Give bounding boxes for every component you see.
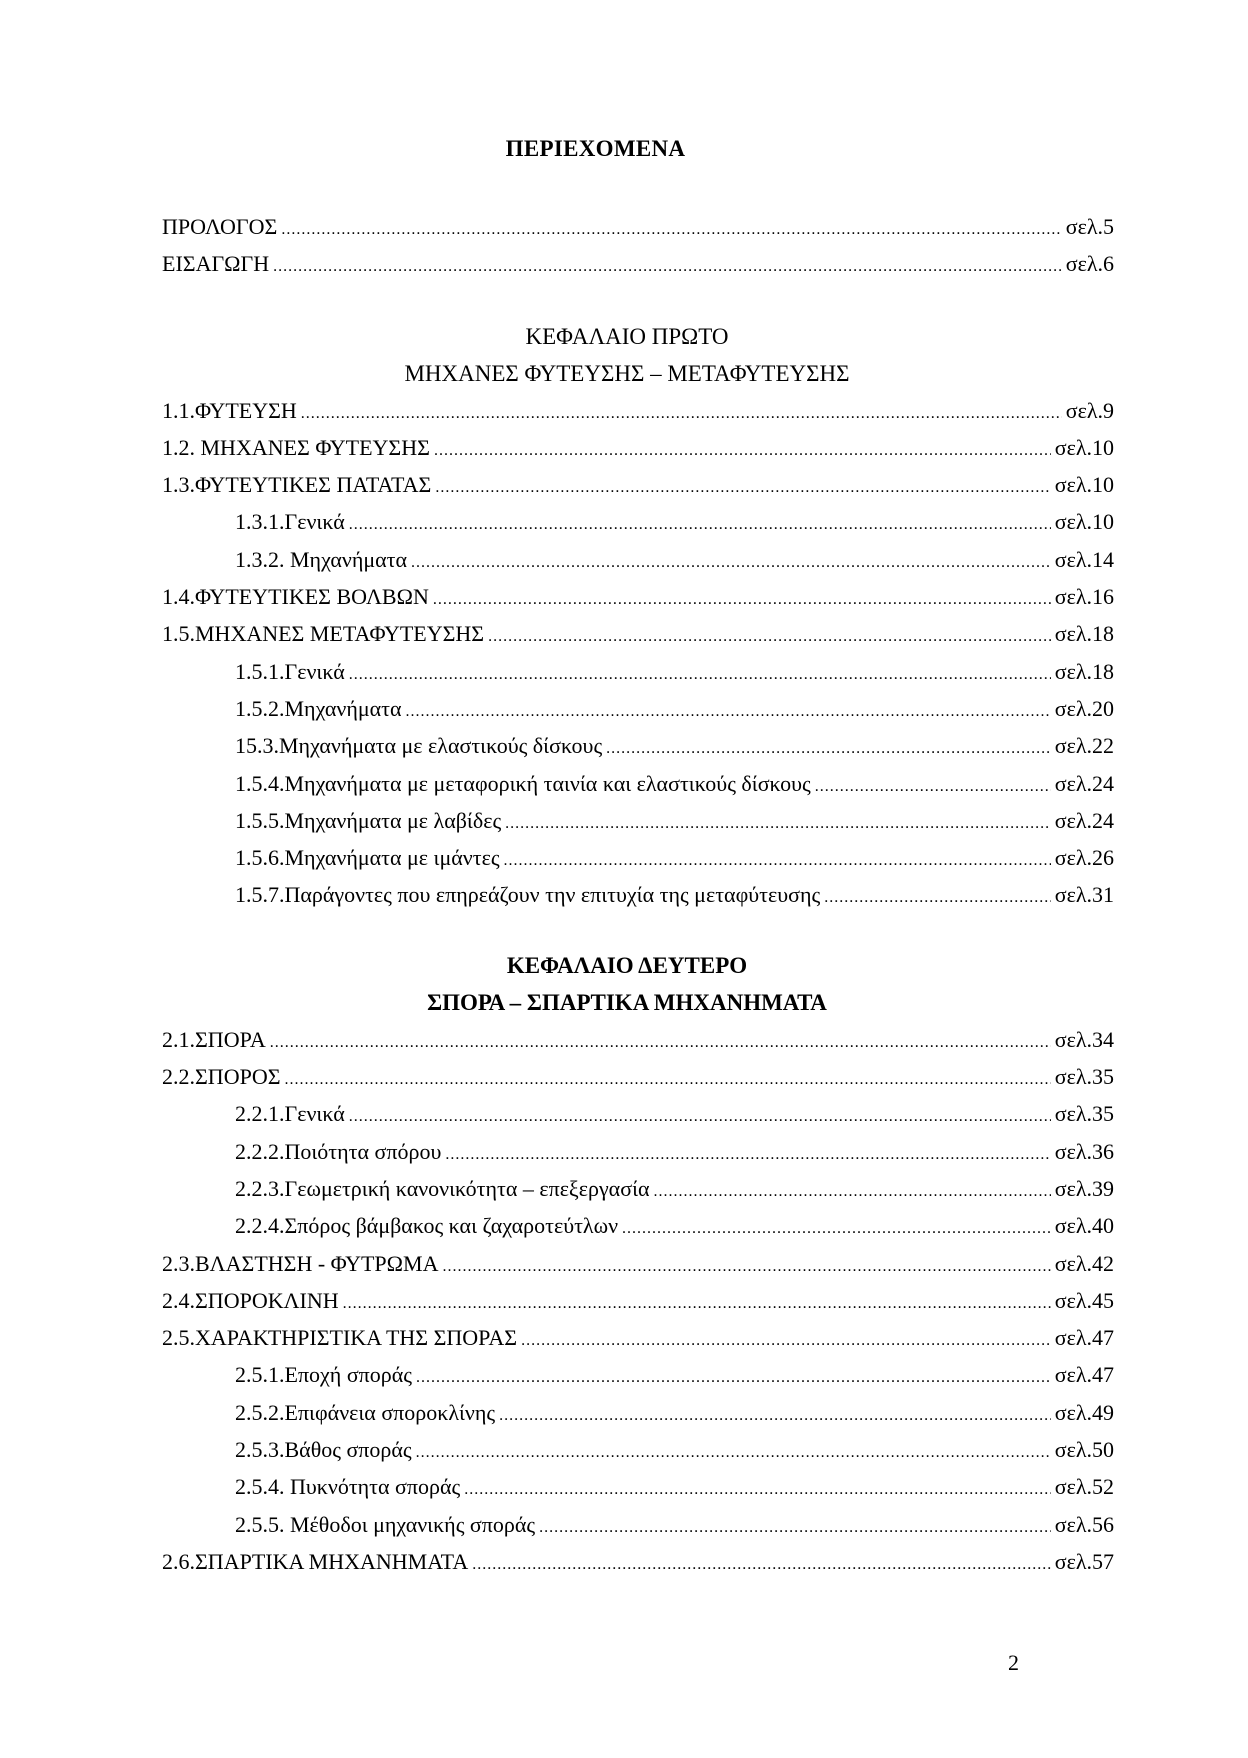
toc-subentry	[162, 1170, 1114, 1207]
toc-subentry	[162, 765, 1114, 802]
toc-subentry	[162, 1394, 1114, 1431]
toc-entry-page: σελ.18	[1054, 658, 1114, 684]
dot-leader	[411, 544, 1051, 581]
dot-leader	[285, 1061, 1051, 1098]
toc-entry-label: 1.5.1.Γενικά	[235, 658, 345, 684]
toc-entry-label: 1.5.6.Μηχανήματα με ιμάντες	[235, 845, 500, 871]
toc-entry-page: σελ.50	[1054, 1437, 1114, 1463]
toc-entry-label: 2.2.ΣΠΟΡΟΣ	[162, 1064, 281, 1090]
toc-subentry	[162, 1506, 1114, 1543]
toc-entry	[162, 578, 1114, 615]
toc-entry-label: 2.4.ΣΠΟΡΟΚΛΙΝΗ	[162, 1287, 339, 1313]
dot-leader	[606, 730, 1051, 767]
page-number: 2	[1008, 1650, 1019, 1675]
toc-subentry	[162, 1468, 1114, 1505]
toc-entry-label: 1.3.ΦΥΤΕΥΤΙΚΕΣ ΠΑΤΑΤΑΣ	[162, 472, 432, 498]
toc-entry-label: 15.3.Μηχανήματα με ελαστικούς δίσκους	[235, 733, 603, 759]
toc-entry	[162, 1319, 1114, 1356]
toc-entry	[162, 615, 1114, 652]
toc-entry-page: σελ.10	[1054, 434, 1114, 460]
dot-leader	[301, 395, 1062, 432]
toc-entry-label: 2.2.4.Σπόρος βάμβακος και ζαχαροτεύτλων	[235, 1213, 619, 1239]
dot-leader	[824, 879, 1051, 916]
toc-entry-page: σελ.36	[1054, 1138, 1114, 1164]
dot-leader	[521, 1322, 1051, 1359]
toc-subentry	[162, 727, 1114, 764]
toc-entry-label: 1.5.4.Μηχανήματα με μεταφορική ταινία και ελαστικούς δίσκους	[235, 770, 811, 796]
toc-entry-label: 1.2. ΜΗΧΑΝΕΣ ΦΥΤΕΥΣΗΣ	[162, 434, 430, 460]
toc-subentry	[162, 1095, 1114, 1132]
toc-subentry	[162, 1431, 1114, 1468]
toc-entry-label: 1.3.1.Γενικά	[235, 509, 345, 535]
toc-entry-page: σελ.14	[1054, 546, 1114, 572]
dot-leader	[416, 1434, 1051, 1471]
dot-leader	[442, 1248, 1050, 1285]
toc-subentry	[162, 541, 1114, 578]
toc-subentry	[162, 1356, 1114, 1393]
toc-entry-label: 1.4.ΦΥΤΕΥΤΙΚΕΣ ΒΟΛΒΩΝ	[162, 584, 429, 610]
toc-entry-label: 2.5.ΧΑΡΑΚΤΗΡΙΣΤΙΚΑ ΤΗΣ ΣΠΟΡΑΣ	[162, 1325, 518, 1351]
dot-leader	[488, 618, 1051, 655]
toc-entry-page: σελ.9	[1065, 397, 1114, 423]
chapter-1-heading: ΚΕΦΑΛΑΙΟ ΠΡΩΤΟ	[525, 323, 729, 349]
dot-leader	[273, 248, 1062, 285]
toc-entry-page: σελ.10	[1054, 509, 1114, 535]
toc-subentry	[162, 876, 1114, 913]
toc-subentry	[162, 503, 1114, 540]
toc-entry-page: σελ.45	[1054, 1287, 1114, 1313]
toc-entry-label: 1.5.7.Παράγοντες που επηρεάζουν την επιτυχία της μεταφύτευσης	[235, 882, 821, 908]
chapter-2-subheading: ΣΠΟΡΑ – ΣΠΑΡΤΙΚΑ ΜΗΧΑΝΗΜΑΤΑ	[427, 989, 827, 1015]
toc-entry-page: σελ.24	[1054, 807, 1114, 833]
toc-entry-label: ΕΙΣΑΓΩΓΗ	[162, 251, 270, 277]
toc-entry-page: σελ.20	[1054, 695, 1114, 721]
dot-leader	[416, 1359, 1051, 1396]
toc-entry	[162, 1021, 1114, 1058]
toc-entry	[162, 392, 1114, 429]
chapter-1-subheading: ΜΗΧΑΝΕΣ ΦΥΤΕΥΣΗΣ – ΜΕΤΑΦΥΤΕΥΣΗΣ	[404, 360, 850, 386]
toc-entry-label: 2.2.1.Γενικά	[235, 1101, 345, 1127]
toc-entry	[162, 466, 1114, 503]
toc-entry-page: σελ.52	[1054, 1474, 1114, 1500]
toc-entry-page: σελ.5	[1065, 214, 1114, 239]
toc-entry	[162, 208, 1114, 245]
dot-leader	[434, 432, 1051, 469]
toc-entry	[162, 1282, 1114, 1319]
dot-leader	[464, 1471, 1051, 1508]
toc-entry-label: 1.5.5.Μηχανήματα με λαβίδες	[235, 807, 502, 833]
toc-subentry	[162, 1207, 1114, 1244]
toc-entry-label: ΠΡΟΛΟΓΟΣ	[162, 214, 278, 239]
toc-entry-label: 1.3.2. Μηχανήματα	[235, 546, 408, 572]
dot-leader	[270, 1024, 1051, 1061]
toc-entry-label: 2.5.3.Βάθος σποράς	[235, 1437, 412, 1463]
toc-entry-page: σελ.39	[1054, 1175, 1114, 1201]
dot-leader	[472, 1546, 1050, 1583]
toc-entry-label: 2.5.5. Μέθοδοι μηχανικής σποράς	[235, 1511, 536, 1537]
toc-entry-page: σελ.42	[1054, 1250, 1114, 1276]
toc-entry	[162, 245, 1114, 282]
toc-entry-page: σελ.47	[1054, 1325, 1114, 1351]
chapter-2-heading: ΚΕΦΑΛΑΙΟ ΔΕΥΤΕΡΟ	[506, 952, 748, 978]
toc-entry	[162, 1245, 1114, 1282]
toc-entry	[162, 1058, 1114, 1095]
toc-entry-page: σελ.24	[1054, 770, 1114, 796]
toc-entry	[162, 429, 1114, 466]
dot-leader	[539, 1509, 1051, 1546]
toc-subentry	[162, 653, 1114, 690]
toc-entry-page: σελ.26	[1054, 845, 1114, 871]
toc-entry	[162, 1543, 1114, 1580]
toc-entry-page: σελ.35	[1054, 1064, 1114, 1090]
toc-subentry	[162, 690, 1114, 727]
toc-entry-page: σελ.31	[1054, 882, 1114, 908]
dot-leader	[499, 1397, 1051, 1434]
toc-entry-page: σελ.56	[1054, 1511, 1114, 1537]
dot-leader	[815, 768, 1051, 805]
toc-entry-label: 2.5.1.Εποχή σποράς	[235, 1362, 412, 1388]
toc-entry-page: σελ.35	[1054, 1101, 1114, 1127]
toc-subentry	[162, 839, 1114, 876]
dot-leader	[505, 805, 1051, 842]
toc-entry-page: σελ.57	[1054, 1548, 1114, 1574]
dot-leader	[654, 1173, 1051, 1210]
toc-entry-page: σελ.10	[1054, 472, 1114, 498]
toc-entry-label: 2.1.ΣΠΟΡΑ	[162, 1026, 266, 1052]
toc-entry-label: 1.5.2.Μηχανήματα	[235, 695, 402, 721]
dot-leader	[433, 581, 1051, 618]
page-title: ΠΕΡΙΕΧΟΜΕΝΑ	[505, 136, 686, 161]
dot-leader	[504, 842, 1051, 879]
toc-entry-label: 2.2.3.Γεωμετρική κανονικότητα – επεξεργασία	[235, 1175, 650, 1201]
toc-entry-page: σελ.47	[1054, 1362, 1114, 1388]
toc-entry-label: 2.3.ΒΛΑΣΤΗΣΗ - ΦΥΤΡΩΜΑ	[162, 1250, 439, 1276]
table-of-contents	[162, 208, 1114, 1580]
toc-entry-label: 1.1.ΦΥΤΕΥΣΗ	[162, 397, 297, 423]
toc-entry-page: σελ.40	[1054, 1213, 1114, 1239]
dot-leader	[281, 211, 1061, 248]
toc-entry-label: 2.5.2.Επιφάνεια σποροκλίνης	[235, 1399, 496, 1425]
toc-entry-label: 2.6.ΣΠΑΡΤΙΚΑ ΜΗΧΑΝΗΜΑΤΑ	[162, 1548, 469, 1574]
toc-entry-page: σελ.16	[1054, 584, 1114, 610]
toc-entry-page: σελ.6	[1065, 251, 1114, 277]
dot-leader	[349, 506, 1051, 543]
toc-entry-label: 2.5.4. Πυκνότητα σποράς	[235, 1474, 461, 1500]
toc-entry-page: σελ.49	[1054, 1399, 1114, 1425]
dot-leader	[445, 1136, 1050, 1173]
dot-leader	[349, 1098, 1051, 1135]
dot-leader	[622, 1210, 1051, 1247]
dot-leader	[406, 693, 1051, 730]
toc-entry-label: 1.5.ΜΗΧΑΝΕΣ ΜΕΤΑΦΥΤΕΥΣΗΣ	[162, 621, 485, 647]
toc-subentry	[162, 802, 1114, 839]
toc-entry-page: σελ.22	[1054, 733, 1114, 759]
toc-entry-label: 2.2.2.Ποιότητα σπόρου	[235, 1138, 442, 1164]
toc-subentry	[162, 1133, 1114, 1170]
dot-leader	[343, 1285, 1051, 1322]
toc-entry-page: σελ.34	[1054, 1026, 1114, 1052]
dot-leader	[349, 656, 1051, 693]
dot-leader	[435, 469, 1050, 506]
toc-entry-page: σελ.18	[1054, 621, 1114, 647]
